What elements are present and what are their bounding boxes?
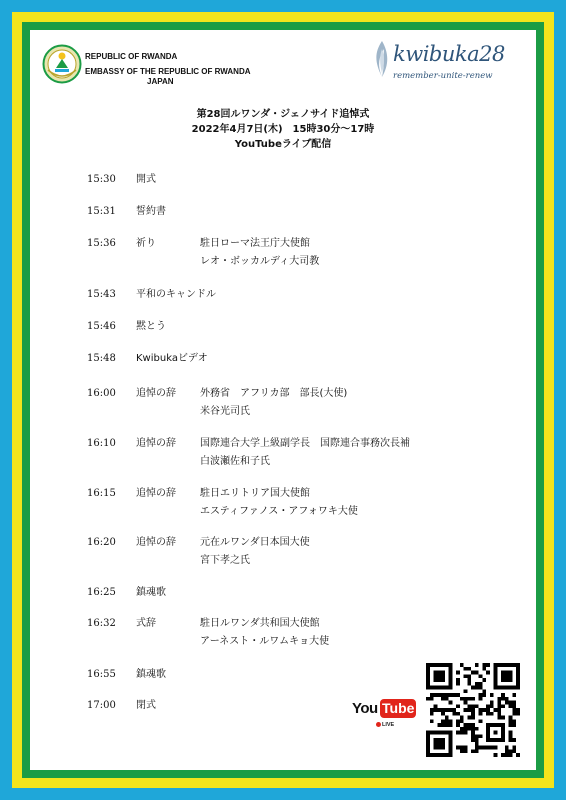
embassy-heading [85,52,251,87]
schedule-time: 15:48 [87,353,116,364]
event-title-line-1: 第28回ルワンダ・ジェノサイド追悼式 [196,109,370,120]
schedule-time: 16:15 [87,488,116,499]
schedule-time: 16:32 [87,618,116,629]
schedule-time: 16:25 [87,587,116,598]
program-page [30,30,536,770]
kwibuka-logo-text: kwibuka28 [393,42,505,66]
schedule-time: 15:43 [87,289,116,300]
schedule-detail: 米谷光司氏 [200,406,250,417]
schedule-time: 16:00 [87,388,116,399]
schedule-detail: 駐日エリトリア国大使館 [200,488,310,499]
country-name: REPUBLIC OF RWANDA [85,52,178,61]
youtube-live-logo-icon [352,700,415,736]
schedule-item: 式辞 [136,618,156,629]
event-broadcast-line: YouTubeライブ配信 [234,139,332,150]
schedule-detail: レオ・ボッカルディ大司教 [200,256,320,267]
schedule-item: 鎮魂歌 [136,587,166,598]
youtube-live-label: LIVE [376,722,394,728]
schedule-time: 16:20 [87,537,116,548]
schedule-item: Kwibukaビデオ [136,353,208,364]
schedule-detail: アーネスト・ルワムキョ大使 [200,636,330,647]
schedule-time: 17:00 [87,700,116,711]
schedule-item: 平和のキャンドル [136,289,216,300]
event-date-line: 2022年4月7日(木) 15時30分～17時 [191,124,375,135]
schedule-detail: 国際連合大学上級副学長 国際連合事務次長補 [200,438,410,449]
schedule-item: 開式 [136,174,156,185]
embassy-location: JAPAN [147,77,174,86]
schedule-detail: 駐日ルワンダ共和国大使館 [200,618,320,629]
schedule-time: 16:10 [87,438,116,449]
schedule-time: 15:30 [87,174,116,185]
schedule-detail: 白波瀬佐和子氏 [200,456,270,467]
event-title [30,107,536,152]
schedule-item: 追悼の辞 [136,488,176,499]
youtube-you-text: You [352,700,378,717]
embassy-name: EMBASSY OF THE REPUBLIC OF RWANDA [85,67,251,76]
kwibuka-tagline: remember-unite-renew [393,71,493,81]
schedule-item: 祈り [136,238,156,249]
schedule-detail: 駐日ローマ法王庁大使館 [200,238,310,249]
schedule-item: 追悼の辞 [136,438,176,449]
schedule-item: 黙とう [136,321,166,332]
schedule-time: 15:46 [87,321,116,332]
schedule-detail: 元在ルワンダ日本国大使 [200,537,310,548]
schedule-detail: 外務省 アフリカ部 部長(大使) [200,388,348,399]
schedule-item: 誓約書 [136,206,166,217]
schedule-item: 閉式 [136,700,156,711]
schedule-detail: エスティファノス・アフォワキ大使 [200,506,358,517]
rwanda-coat-of-arms-icon [42,44,82,84]
schedule-time: 16:55 [87,669,116,680]
schedule-time: 15:31 [87,206,116,217]
schedule-time: 15:36 [87,238,116,249]
schedule-detail: 宮下孝之氏 [200,555,250,566]
schedule-item: 追悼の辞 [136,537,176,548]
kwibuka-flame-icon [372,39,392,79]
qr-code-icon [426,663,520,757]
youtube-tube-text: Tube [382,700,415,716]
schedule-item: 鎮魂歌 [136,669,166,680]
schedule-item: 追悼の辞 [136,388,176,399]
